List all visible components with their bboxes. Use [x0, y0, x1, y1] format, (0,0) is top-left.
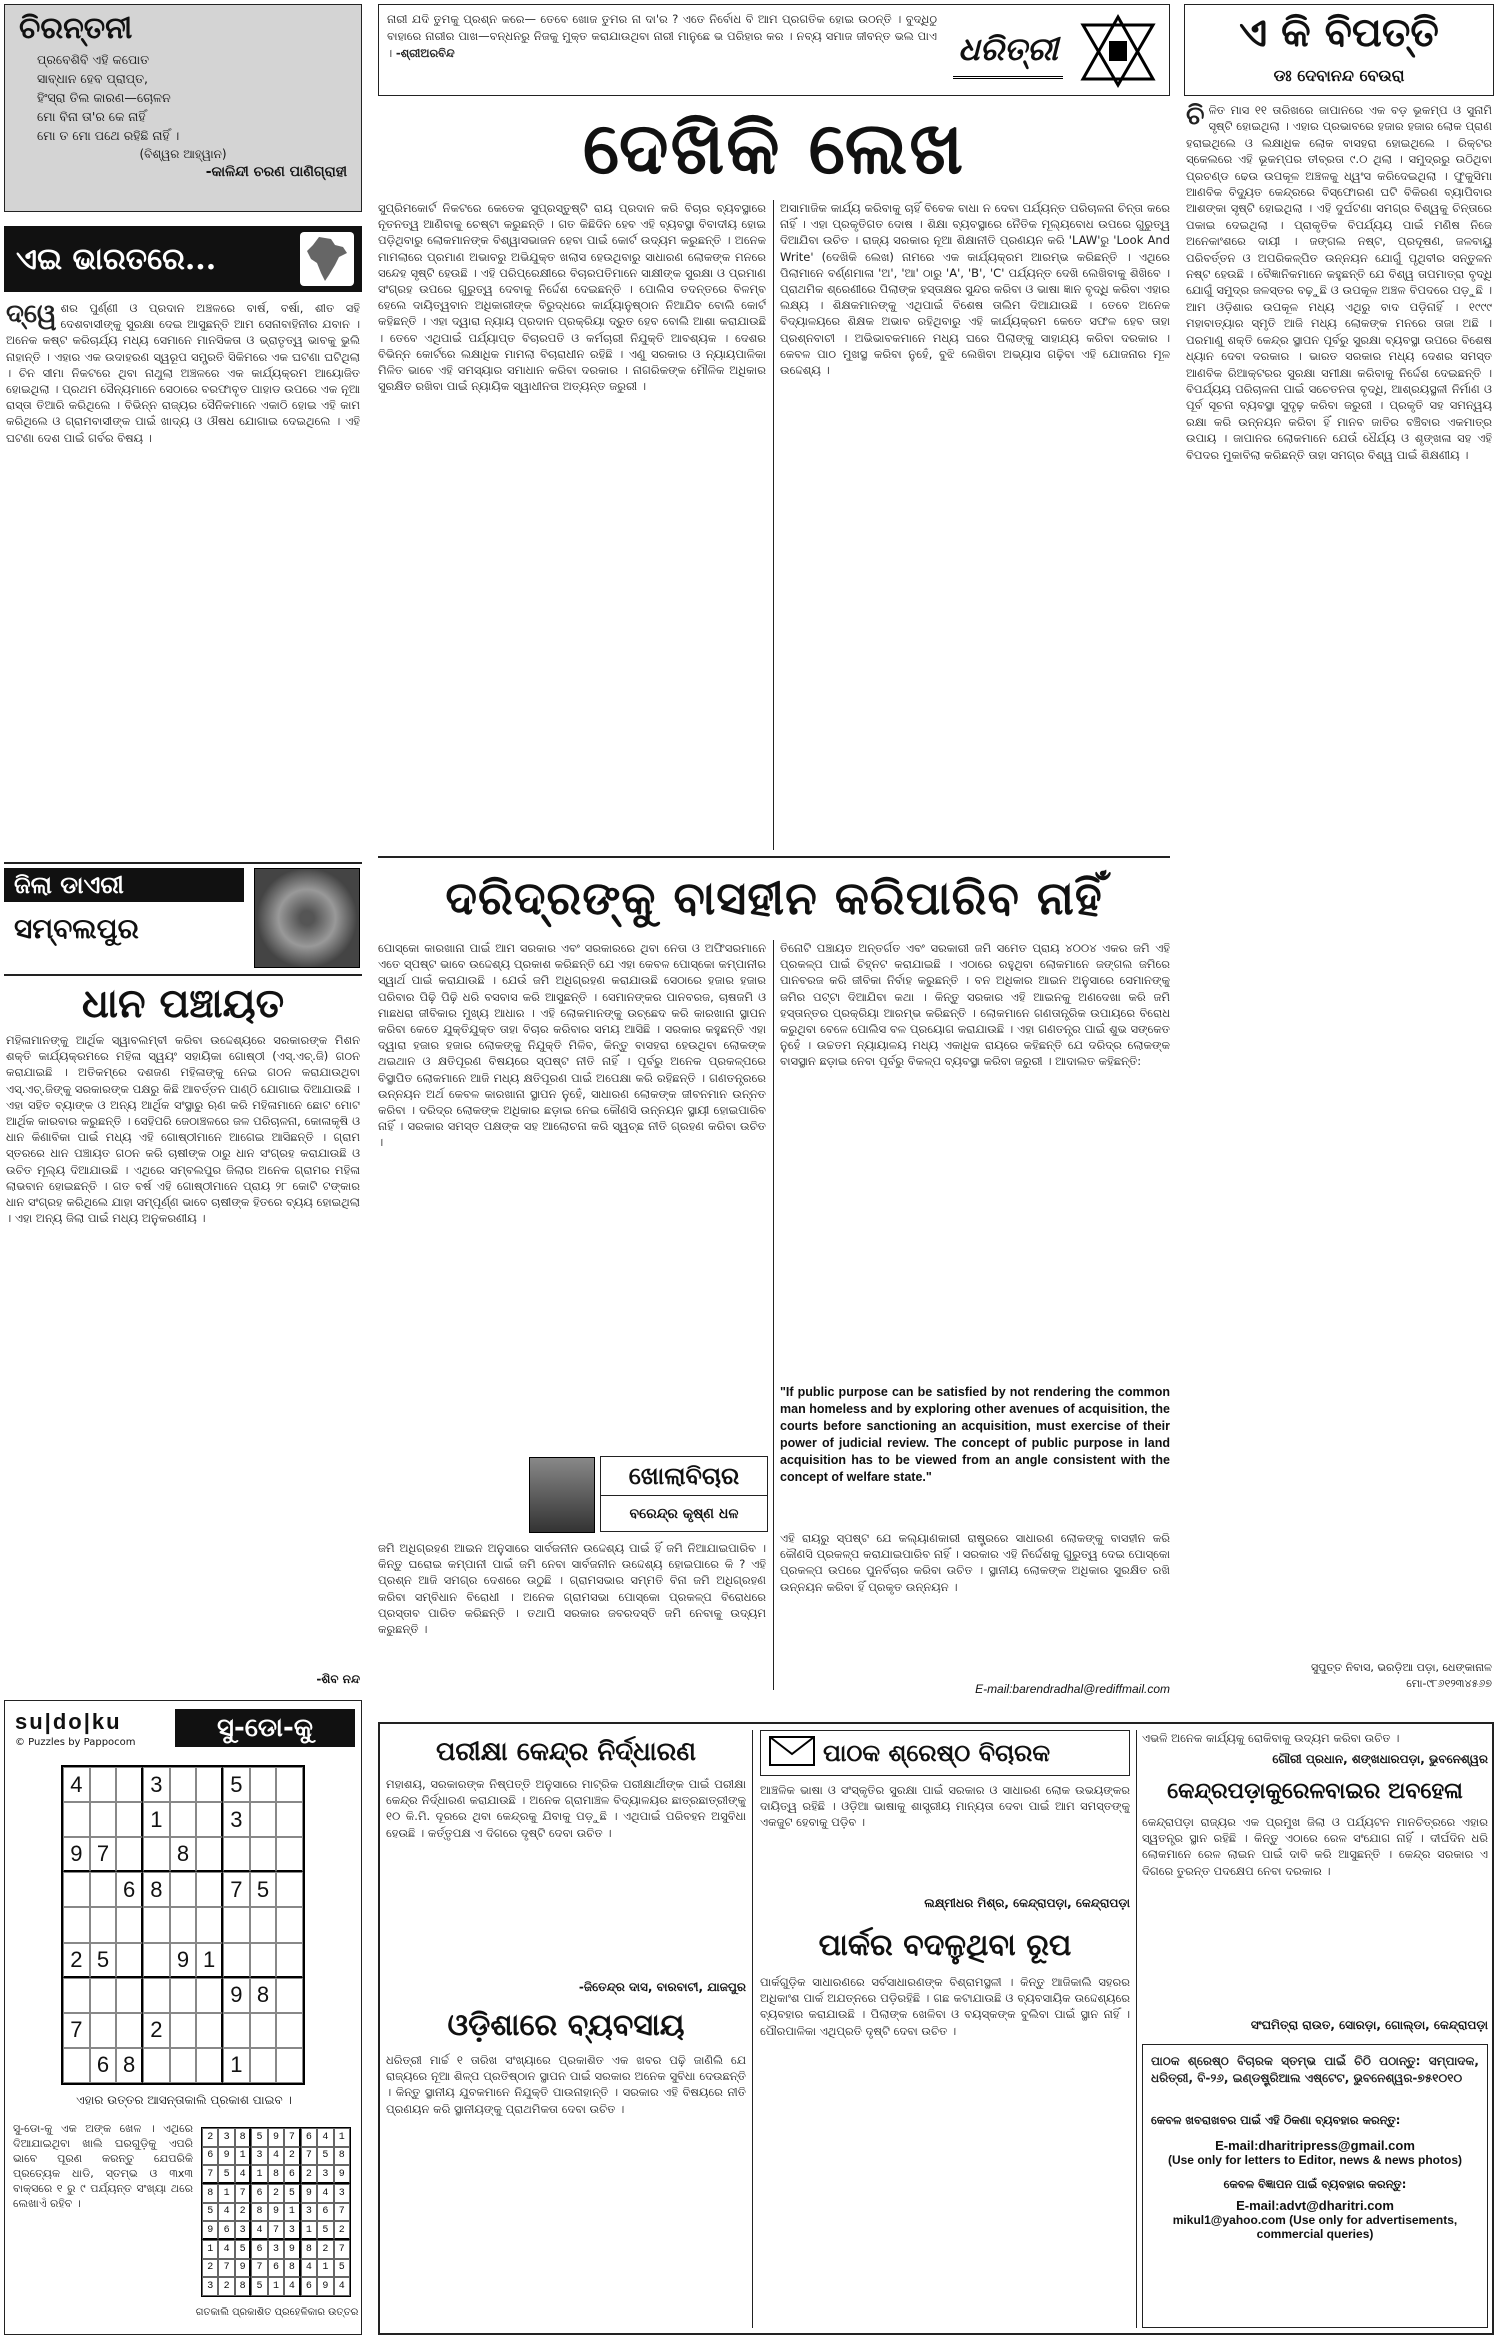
bharat-body: ଦ୍ୱେ ଶର ପୁର୍ଣ୍ଣୀ ଓ ପ୍ରଦାନ ଅଞ୍ଚଳରେ ବାର୍ଷ, ବର୍ଷା, ଶୀତ ସହି ଦେଶବାସୀଙ୍କୁ ସୁରକ୍ଷା ଦେଇ ଆସୁଛନ୍ତି ଆମ ସେନାବାହିନୀର ଯବାନ । ଅନେକ କଷ୍ଟ କରିଚାର୍ଯ୍ୟ ମଧ୍ୟ ସେମାନେ ମାନସିକତା ଓ ଭ୍ରାତୃତ୍ୱ ଭାବକୁ ଭୁଲି ନାହାନ୍ତି । ଏହାର ଏକ ଉଦାହରଣ ସ୍ୱରୂପ ସମ୍ପ୍ରତି ସିକିମରେ ଏକ ଘଟଣା ଘଟିଥିଲା । ଚିନ ସୀମା ନିକଟରେ ଥିବା ନାଥୁଲା ଅଞ୍ଚଳରେ ଏକ କାର୍ଯ୍ୟକ୍ରମ ଆୟୋଜିତ ହୋଇଥିଲା । ପ୍ରଥମ ସୈନ୍ୟମାନେ ସେଠାରେ ବରଫାବୃତ ପାହାଡ ଉପରେ ଏକ ନୂଆ ରାସ୍ତା ତିଆରି କରିଥିଲେ । ବିଭିନ୍ନ ରାଜ୍ୟର ସୈନିକମାନେ ଏକାଠି ହୋଇ ଏହି କାମ କରିଥିଲେ ଓ ଗ୍ରାମବାସୀଙ୍କ ପାଇଁ ଖାଦ୍ୟ ଓ ଔଷଧ ଯୋଗାଇ ଦେଇଥିଲେ । ଏହି ଘଟଣା ଦେଶ ପାଇଁ ଗର୍ବର ବିଷୟ । — [6, 300, 360, 445]
solution-cell: 5 — [202, 2203, 218, 2222]
solution-cell: 6 — [251, 2240, 267, 2259]
solution-cell: 3 — [301, 2203, 317, 2222]
right-dropcap: ଚି — [1186, 102, 1205, 131]
letter5-title: କେନ୍ଦ୍ରପଡ଼ାକୁରେଳବାଇର ଅବହେଳା — [1167, 1779, 1463, 1804]
sudoku-cell[interactable] — [196, 1872, 223, 1907]
sudoku-cell[interactable] — [143, 1837, 170, 1872]
khola-author: ବରେନ୍ଦ୍ର କୃଷ୍ଣ ଧଳ — [629, 1506, 739, 1522]
solution-cell: 1 — [268, 2277, 284, 2296]
sudoku-cell[interactable] — [90, 1978, 117, 2013]
sudoku-cell[interactable] — [276, 1978, 303, 2013]
solution-cell: 8 — [334, 2147, 350, 2166]
solution-cell: 7 — [251, 2259, 267, 2278]
sudoku-solution-grid — [201, 2127, 351, 2297]
sudoku-cell[interactable] — [63, 1907, 90, 1942]
solution-cell: 8 — [235, 2277, 251, 2296]
sudoku-cell[interactable] — [250, 1767, 277, 1802]
contact-email-3[interactable]: mikul1@yahoo.com (Use only for advertisements, commercial queries) — [1172, 2213, 1458, 2241]
sudoku-cell[interactable]: 2 — [63, 1943, 90, 1978]
right-title: ଏ କି ବିପତ୍ତି — [1239, 9, 1439, 56]
solution-cell: 4 — [284, 2277, 300, 2296]
solution-cell: 4 — [334, 2277, 350, 2296]
solution-cell: 5 — [284, 2184, 300, 2203]
sudoku-cell[interactable]: 4 — [63, 1767, 90, 1802]
sudoku-cell[interactable] — [276, 1837, 303, 1872]
sudoku-cell[interactable] — [276, 2013, 303, 2048]
solution-cell: 5 — [235, 2240, 251, 2259]
sudoku-cell[interactable] — [276, 2048, 303, 2083]
right-author: ଡଃ ଦେବାନନ୍ଦ ବେଉରା — [1273, 66, 1405, 85]
right-signature: ସୁପୁତ୍ତ ନିବାସ, ଭରଡ଼ିଆ ପଡ଼ା, ଧେଙ୍କାନାଳ ମୋ-୯୮୬୧୨୩୪୫୬୭ — [1311, 1661, 1492, 1690]
solution-cell: 5 — [251, 2277, 267, 2296]
sudoku-cell[interactable] — [170, 1978, 197, 2013]
solution-cell: 9 — [268, 2203, 284, 2222]
center-col3b: ଜମି ଅଧିଗ୍ରହଣ ଆଇନ ଅନୁସାରେ ସାର୍ବଜନୀନ ଉଦ୍ଦେଶ୍ୟ ପାଇଁ ହିଁ ଜମି ନିଆଯାଇପାରିବ । କିନ୍ତୁ ଘରୋଇ କମ୍ପାନୀ ପାଇଁ ଜମି ନେବା ସାର୍ବଜନୀନ ଉଦ୍ଦେଶ୍ୟ ହୋଇପାରେ କି ? ଏହି ପ୍ରଶ୍ନ ଆଜି ସମଗ୍ର ଦେଶରେ ଉଠୁଛି । ଗ୍ରାମସଭାର ସମ୍ମତି ବିନା ଜମି ଅଧିଗ୍ରହଣ କରିବା ସମ୍ବିଧାନ ବିରୋଧୀ । ଅନେକ ଗ୍ରାମସଭା ପୋସ୍କୋ ପ୍ରକଳ୍ପ ବିରୋଧରେ ପ୍ରସ୍ତାବ ପାରିତ କରିଛନ୍ତି । ତଥାପି ସରକାର ଜବରଦସ୍ତି ଜମି ନେବାକୁ ଉଦ୍ୟମ କରୁଛନ୍ତି । — [378, 1541, 766, 1637]
solution-cell: 6 — [251, 2184, 267, 2203]
solution-cell: 8 — [202, 2184, 218, 2203]
center-col4a: ତିନୋଟି ପଞ୍ଚାୟତ ଅନ୍ତର୍ଗତ ଏବଂ ସରକାରୀ ଜମି ସମେତ ପ୍ରାୟ ୪୦୦୪ ଏକର ଜମି ଏହି ପ୍ରକଳ୍ପ ପାଇଁ ଚିହ୍ନଟ କରାଯାଇଛି । ଏଠାରେ ରହୁଥିବା ଲୋକମାନେ ଜଙ୍ଗଲ ଜମିରେ ପାନବରଜ କରି ଜୀବିକା ନିର୍ବାହ କରୁଛନ୍ତି । ବନ ଅଧିକାର ଆଇନ ଅନୁସାରେ ସେମାନଙ୍କୁ ଜମିର ପଟ୍ଟା ଦିଆଯିବା କଥା । କିନ୍ତୁ ସରକାର ଏହି ଆଇନକୁ ଅଣଦେଖା କରି ଜମି ହସ୍ତାନ୍ତର ପ୍ରକ୍ରିୟା ଆରମ୍ଭ କରିଛନ୍ତି । ଲୋକମାନେ ଗଣତାନ୍ତ୍ରିକ ଉପାୟରେ ବିରୋଧ କରୁଥିବା ବେଳେ ପୋଲିସ ବଳ ପ୍ରୟୋଗ କରାଯାଉଛି । ଏହା ଗଣତନ୍ତ୍ର ପାଇଁ ଶୁଭ ସଙ୍କେତ ନୁହେଁ । ଉଚ୍ଚତମ ନ୍ୟାୟାଳୟ ମଧ୍ୟ ଏକାଧିକ ରାୟରେ କହିଛନ୍ତି ଯେ ଦରିଦ୍ର ଲୋକଙ୍କ ବାସସ୍ଥାନ ଛଡ଼ାଇ ନେବା ପୂର୍ବରୁ ବିକଳ୍ପ ବ୍ୟବସ୍ଥା କରିବା ଜରୁରୀ । ଆଦାଲତ କହିଛନ୍ତି: — [780, 941, 1170, 1069]
khola-bichar-box — [600, 1456, 768, 1532]
solution-cell: 1 — [334, 2128, 350, 2147]
sudoku-cell[interactable]: 2 — [143, 2013, 170, 2048]
solution-cell: 6 — [284, 2165, 300, 2184]
khola-label: ଖୋଲାବିଚାର — [601, 1457, 767, 1496]
sudoku-cell[interactable]: 7 — [90, 1837, 117, 1872]
solution-cell: 1 — [317, 2259, 333, 2278]
sudoku-cell[interactable] — [223, 2013, 250, 2048]
sudoku-cell[interactable]: 9 — [170, 1943, 197, 1978]
solution-cell: 3 — [202, 2277, 218, 2296]
sudoku-cell[interactable]: 5 — [223, 1767, 250, 1802]
sudoku-cell[interactable] — [276, 1802, 303, 1837]
sudoku-grid[interactable] — [61, 1765, 305, 2085]
solution-cell: 6 — [301, 2128, 317, 2147]
sudoku-cell[interactable]: 1 — [196, 1943, 223, 1978]
sudoku-cell[interactable] — [250, 1837, 277, 1872]
sudoku-answer-note: ଏହାର ଉତ୍ତର ଆସନ୍ତାକାଲି ପ୍ରକାଶ ପାଇବ । — [76, 2093, 292, 2107]
letter4-body: ପାର୍କଗୁଡ଼ିକ ସାଧାରଣରେ ସର୍ବସାଧାରଣଙ୍କ ବିଶ୍ରାମସ୍ଥଳୀ । କିନ୍ତୁ ଆଜିକାଲି ସହରର ଅଧିକାଂଶ ପାର୍କ ଅଯତ୍ନରେ ପଡ଼ିରହିଛି । ଗଛ କଟାଯାଉଛି ଓ ବ୍ୟବସାୟିକ ଉଦ୍ଦେଶ୍ୟରେ ବ୍ୟବହାର କରାଯାଉଛି । ପିଲାଙ୍କ ଖେଳିବା ଓ ବୟସ୍କଙ୍କ ବୁଲିବା ପାଇଁ ସ୍ଥାନ ନାହିଁ । ପୌରପାଳିକା ଏଥିପ୍ରତି ଦୃଷ୍ଟି ଦେବା ଉଚିତ । — [760, 1975, 1130, 2038]
headline-2: ଦରିଦ୍ରଙ୍କୁ ବାସହୀନ କରିପାରିବ ନାହିଁ — [445, 871, 1103, 925]
solution-cell: 3 — [268, 2240, 284, 2259]
solution-cell: 6 — [317, 2203, 333, 2222]
sudoku-cell[interactable] — [90, 2013, 117, 2048]
sudoku-cell[interactable] — [223, 1943, 250, 1978]
sudoku-cell[interactable] — [143, 1978, 170, 2013]
sudoku-cell[interactable]: 9 — [223, 1978, 250, 2013]
solution-cell: 3 — [235, 2221, 251, 2240]
solution-cell: 4 — [218, 2203, 234, 2222]
center-email[interactable]: E-mail:barendradhal@rediffmail.com — [975, 1682, 1170, 1696]
sudoku-cell[interactable]: 3 — [143, 1767, 170, 1802]
sudoku-cell[interactable] — [90, 1907, 117, 1942]
solution-cell: 6 — [301, 2277, 317, 2296]
solution-cell: 6 — [202, 2147, 218, 2166]
sudoku-cell[interactable] — [63, 1802, 90, 1837]
solution-cell: 1 — [284, 2203, 300, 2222]
sudoku-cell[interactable] — [116, 2013, 143, 2048]
sudoku-cell[interactable]: 7 — [63, 2013, 90, 2048]
sudoku-cell[interactable] — [276, 1872, 303, 1907]
sudoku-cell[interactable] — [170, 2048, 197, 2083]
contact-box — [1142, 2044, 1488, 2328]
sudoku-cell[interactable]: 6 — [116, 1872, 143, 1907]
solution-cell: 8 — [251, 2203, 267, 2222]
sudoku-cell[interactable] — [170, 1802, 197, 1837]
letter3-sign: ଲକ୍ଷ୍ମୀଧର ମିଶ୍ର, କେନ୍ଦ୍ରାପଡ଼ା, କେନ୍ଦ୍ରାପଡ଼ା — [924, 1896, 1130, 1910]
india-map-icon — [300, 232, 354, 286]
solution-cell: 2 — [202, 2259, 218, 2278]
bharat-dropcap: ଦ୍ୱେ — [6, 300, 57, 329]
chirantani-poem: ପ୍ରବେଶିବି ଏହି କପୋତ ସାବ୍ଧାନ ହେବ ପ୍ରାପ୍ତ, ହିଂସ୍ରା ତିଲ କାରଣ—ଚୋଳନ ମୋ ବିନା ତା'ର କେ ନାହିଁ ମୋ ତ ମୋ ପଥେ ରହିଛି ନାହିଁ । — [37, 52, 180, 143]
letter2-title: ଓଡ଼ିଶାରେ ବ୍ୟବସାୟ — [447, 2008, 685, 2043]
chirantani-title: ଚିରନ୍ତନୀ — [19, 11, 133, 46]
sudoku-logo: su|do|ku — [15, 1709, 122, 1734]
solution-cell: 7 — [235, 2184, 251, 2203]
jilla-photo — [254, 868, 360, 968]
letter2-body: ଧରିତ୍ରୀ ମାର୍ଚ୍ଚ ୧ ତାରିଖ ସଂଖ୍ୟାରେ ପ୍ରକାଶିତ ଏକ ଖବର ପଢ଼ି ଜାଣିଲି ଯେ ରାଜ୍ୟରେ ନୂଆ ଶିଳ୍ପ ପ୍ରତିଷ୍ଠାନ ସ୍ଥାପନ ପାଇଁ ସରକାର ଅନେକ ସୁବିଧା ଦେଉଛନ୍ତି । କିନ୍ତୁ ସ୍ଥାନୀୟ ଯୁବକମାନେ ନିଯୁକ୍ତି ପାଉନାହାନ୍ତି । ସରକାର ଏହି ବିଷୟରେ ନୀତି ପ୍ରଣୟନ କରି ସ୍ଥାନୀୟଙ୍କୁ ପ୍ରାଥମିକତା ଦେବା ଉଚିତ । — [386, 2053, 746, 2116]
solution-cell: 1 — [235, 2147, 251, 2166]
sudoku-cell[interactable]: 3 — [223, 1802, 250, 1837]
solution-cell: 9 — [202, 2221, 218, 2240]
sudoku-cell[interactable] — [196, 1767, 223, 1802]
masthead-quote-author: -ଶ୍ରୀଅରବିନ୍ଦ — [395, 46, 455, 60]
sudoku-cell[interactable] — [250, 2048, 277, 2083]
sudoku-cell[interactable]: 1 — [143, 1802, 170, 1837]
author-photo — [529, 1457, 595, 1533]
solution-cell: 5 — [251, 2128, 267, 2147]
jilla-header — [4, 862, 362, 972]
sudoku-cell[interactable] — [63, 2048, 90, 2083]
sudoku-cell[interactable] — [250, 2013, 277, 2048]
letter1-body: ମହାଶୟ, ସରକାରଙ୍କ ନିଷ୍ପତ୍ତି ଅନୁସାରେ ମାଟ୍ରିକ ପରୀକ୍ଷାର୍ଥୀଙ୍କ ପାଇଁ ପରୀକ୍ଷା କେନ୍ଦ୍ର ନିର୍ଦ୍ଧାରଣ କରାଯାଉଛି । ଅନେକ ଗ୍ରାମାଞ୍ଚଳ ବିଦ୍ୟାଳୟର ଛାତ୍ରଛାତ୍ରୀଙ୍କୁ ୧୦ କି.ମି. ଦୂରରେ ଥିବା କେନ୍ଦ୍ରକୁ ଯିବାକୁ ପଡ଼ୁଛି । ଏଥିପାଇଁ ପରିବହନ ଅସୁବିଧା ହେଉଛି । କର୍ତ୍ତୃପକ୍ଷ ଏ ଦିଗରେ ଦୃଷ୍ଟି ଦେବା ଉଚିତ । — [386, 1777, 746, 1840]
sudoku-cell[interactable]: 8 — [116, 2048, 143, 2083]
court-quote-en: "If public purpose can be satisfied by not rendering the common man homeless and by exploring other avenues of acquisition, the courts before sanctioning an acquisition, must exercise of their power of judicial review. The concept of public purpose in land acquisition has to be viewed from an angle consistent with the concept of welfare state." — [780, 1385, 1170, 1484]
solution-cell: 2 — [284, 2147, 300, 2166]
solution-cell: 7 — [284, 2128, 300, 2147]
sudoku-cell[interactable] — [223, 1907, 250, 1942]
solution-cell: 4 — [317, 2128, 333, 2147]
letter3-title: ପାଠକ ଶ୍ରେଷ୍ଠ ବିଚାରକ — [823, 1739, 1051, 1767]
sudoku-title: ସୁ-ଡୋ-କୁ — [175, 1709, 355, 1747]
right-header — [1184, 4, 1494, 96]
sudoku-cell[interactable] — [276, 1767, 303, 1802]
solution-cell: 2 — [218, 2277, 234, 2296]
solution-cell: 9 — [301, 2184, 317, 2203]
sudoku-cell[interactable] — [223, 1837, 250, 1872]
solution-cell: 4 — [317, 2184, 333, 2203]
jilla-author: -ଶିବ ନନ୍ଦ — [316, 1672, 360, 1686]
letter5-intro-sign: ଗୌରୀ ପ୍ରଧାନ, ଶଙ୍ଖଧାରପଡ଼ା, ଭୁବନେଶ୍ୱର — [1272, 1752, 1488, 1766]
sudoku-cell[interactable] — [116, 1802, 143, 1837]
solution-cell: 9 — [268, 2128, 284, 2147]
sudoku-cell[interactable]: 5 — [90, 1943, 117, 1978]
sudoku-cell[interactable]: 8 — [250, 1978, 277, 2013]
jilla-title: ଜିଲା ଡାଏରୀ — [4, 868, 244, 902]
solution-cell: 5 — [317, 2221, 333, 2240]
letter3-title-bar — [760, 1730, 1130, 1776]
sudoku-cell[interactable] — [250, 1802, 277, 1837]
envelope-icon — [769, 1736, 815, 1770]
sudoku-cell[interactable]: 5 — [250, 1872, 277, 1907]
sudoku-cell[interactable] — [170, 2013, 197, 2048]
sudoku-cell[interactable] — [170, 1907, 197, 1942]
sudoku-cell[interactable]: 7 — [223, 1872, 250, 1907]
solution-cell: 3 — [218, 2128, 234, 2147]
sudoku-cell[interactable] — [90, 1767, 117, 1802]
solution-cell: 2 — [334, 2221, 350, 2240]
solution-cell: 5 — [317, 2147, 333, 2166]
logo-emblem-icon — [1079, 13, 1157, 89]
letter1-sign: -ଜିତେନ୍ଦ୍ର ଦାସ, ବାରବାଟୀ, ଯାଜପୁର — [578, 1980, 746, 1994]
solution-cell: 7 — [202, 2165, 218, 2184]
sudoku-credit: © Puzzles by Pappocom — [15, 1737, 136, 1748]
sudoku-cell[interactable] — [63, 1872, 90, 1907]
solution-cell: 7 — [301, 2147, 317, 2166]
sudoku-cell[interactable] — [276, 1907, 303, 1942]
sudoku-cell[interactable] — [143, 2048, 170, 2083]
sudoku-cell[interactable] — [196, 1837, 223, 1872]
solution-cell: 4 — [235, 2165, 251, 2184]
sudoku-box — [4, 1700, 362, 2335]
jilla-place: ସମ୍ବଲପୁର — [14, 912, 139, 945]
dharitri-logo: ଧରିତ୍ରୀ — [953, 19, 1063, 79]
solution-cell: 7 — [334, 2240, 350, 2259]
letter4-title: ପାର୍କର ବଦଳୁଥିବା ରୂପ — [818, 1928, 1072, 1963]
letter3-body: ଆଞ୍ଚଳିକ ଭାଷା ଓ ସଂସ୍କୃତିର ସୁରକ୍ଷା ପାଇଁ ସରକାର ଓ ସାଧାରଣ ଲୋକ ଉଭୟଙ୍କର ଦାୟିତ୍ୱ ରହିଛି । ଓଡ଼ିଆ ଭାଷାକୁ ଶାସ୍ତ୍ରୀୟ ମାନ୍ୟତା ଦେବା ପାଇଁ ଆମ ସମସ୍ତଙ୍କୁ ଏକଜୁଟ ହେବାକୁ ପଡ଼ିବ । — [760, 1783, 1130, 1830]
solution-cell: 8 — [235, 2128, 251, 2147]
solution-cell: 8 — [284, 2259, 300, 2278]
solution-cell: 1 — [202, 2240, 218, 2259]
contact-address: ପାଠକ ଶ୍ରେଷ୍ଠ ବିଚାରକ ସ୍ତମ୍ଭ ପାଇଁ ଚିଠି ପଠାନ୍ତୁ: ସମ୍ପାଦକ, ଧରିତ୍ରୀ, ବି-୨୬, ଇଣ୍ଡଷ୍ଟ୍ରିଆଲ ଏଷ୍ଟେଟ, ଭୁବନେଶ୍ୱର-୭୫୧୦୧୦ — [1151, 2054, 1479, 2085]
sudoku-cell[interactable] — [143, 1907, 170, 1942]
right-body: ଚି ଳିତ ମାସ ୧୧ ତାରିଖରେ ଜାପାନରେ ଏକ ବଡ଼ ଭୂକମ୍ପ ଓ ସୁନାମି ସୃଷ୍ଟି ହୋଇଥିଲା । ଏହାର ପ୍ରଭାବରେ ହଜାର ହଜାର ଲୋକ ପ୍ରାଣ ହରାଇଥିଲେ ଓ ଲକ୍ଷାଧିକ ଲୋକ ବାସହରା ହୋଇଥିଲେ । ରିକ୍ଟର ସ୍କେଲରେ ଏହି ଭୂକମ୍ପର ତୀବ୍ରତା ୯.୦ ଥିଲା । ସମୁଦ୍ରରୁ ଉଠିଥିବା ପ୍ରଚଣ୍ଡ ଢେଉ ଉପକୂଳ ଅଞ୍ଚଳକୁ ଧ୍ୱଂସ କରିଦେଇଥିଲା । ଫୁକୁସିମା ଆଣବିକ ବିଦ୍ୟୁତ କେନ୍ଦ୍ରରେ ବିସ୍ଫୋରଣ ଘଟି ବିକିରଣ ବ୍ୟାପିବାର ଆଶଙ୍କା ସୃଷ୍ଟି ହୋଇଥିଲା । ଏହି ଦୁର୍ଘଟଣା ସମଗ୍ର ବିଶ୍ୱକୁ ଚିନ୍ତାରେ ପକାଇ ଦେଇଥିଲା । ପ୍ରାକୃତିକ ବିପର୍ଯ୍ୟୟ ପାଇଁ ମଣିଷ ନିଜେ ଅନେକାଂଶରେ ଦାୟୀ । ଜଙ୍ଗଲ ନଷ୍ଟ, ପ୍ରଦୂଷଣ, ଜଳବାୟୁ ପରିବର୍ତ୍ତନ ଓ ଅପରିକଳ୍ପିତ ଉନ୍ନୟନ ଯୋଗୁଁ ପୃଥିବୀର ସନ୍ତୁଳନ ନଷ୍ଟ ହେଉଛି । ବୈଜ୍ଞାନିକମାନେ କହୁଛନ୍ତି ଯେ ବିଶ୍ୱ ତାପମାତ୍ରା ବୃଦ୍ଧି ଯୋଗୁଁ ସମୁଦ୍ର ଜଳସ୍ତର ବଢ଼ୁଛି ଓ ଉପକୂଳ ଅଞ୍ଚଳ ବିପଦରେ ପଡ଼ୁଛି । ଆମ ଓଡ଼ିଶାର ଉପକୂଳ ମଧ୍ୟ ଏଥିରୁ ବାଦ ପଡ଼ିନାହିଁ । ୧୯୯୯ ମହାବାତ୍ୟାର ସ୍ମୃତି ଆଜି ମଧ୍ୟ ଲୋକଙ୍କ ମନରେ ତାଜା ଅଛି । ପରମାଣୁ ଶକ୍ତି କେନ୍ଦ୍ର ସ୍ଥାପନ ପୂର୍ବରୁ ସୁରକ୍ଷା ବ୍ୟବସ୍ଥା ଉପରେ ବିଶେଷ ଧ୍ୟାନ ଦେବା ଦରକାର । ଭାରତ ସରକାର ମଧ୍ୟ ଦେଶର ସମସ୍ତ ଆଣବିକ ରିଆକ୍ଟରର ସୁରକ୍ଷା ସମୀକ୍ଷା କରିବାକୁ ନିର୍ଦ୍ଦେଶ ଦେଇଛନ୍ତି । ବିପର୍ଯ୍ୟୟ ପରିଚାଳନା ପାଇଁ ସଚେତନତା ବୃଦ୍ଧି, ଆଶ୍ରୟସ୍ଥଳୀ ନିର୍ମାଣ ଓ ପୂର୍ବ ସୂଚନା ବ୍ୟବସ୍ଥା ସୁଦୃଢ଼ କରିବା ଜରୁରୀ । ପ୍ରକୃତି ସହ ସମନ୍ୱୟ ରକ୍ଷା କରି ଉନ୍ନୟନ କରିବା ହିଁ ମାନବ ଜାତିର ବଞ୍ଚିବାର ଏକମାତ୍ର ଉପାୟ । ଜାପାନର ଲୋକମାନେ ଯେଉଁ ଧୈର୍ଯ୍ୟ ଓ ଶୃଙ୍ଖଳା ସହ ଏହି ବିପଦର ମୁକାବିଲା କରିଛନ୍ତି ତାହା ସମଗ୍ର ବିଶ୍ୱ ପାଇଁ ଶିକ୍ଷଣୀୟ । — [1186, 102, 1492, 462]
sudoku-cell[interactable] — [116, 1907, 143, 1942]
solution-cell: 1 — [218, 2184, 234, 2203]
sudoku-cell[interactable]: 6 — [90, 2048, 117, 2083]
contact-email-1-note: (Use only for letters to Editor, news & news photos) — [1167, 2153, 1463, 2167]
solution-cell: 2 — [235, 2203, 251, 2222]
solution-cell: 3 — [284, 2221, 300, 2240]
letter5-intro: ଏଭଳି ଅନେକ କାର୍ଯ୍ୟକୁ ରୋକିବାକୁ ଉଦ୍ୟମ କରିବା ଉଚିତ । — [1142, 1731, 1400, 1745]
chirantani-source: (ବିଶ୍ୱର ଆହ୍ୱାନ) — [139, 147, 227, 161]
solution-cell: 4 — [301, 2259, 317, 2278]
center-col3a: ପୋସ୍କୋ କାରଖାନା ପାଇଁ ଆମ ସରକାର ଏବଂ ସରକାରରେ ଥିବା ନେତା ଓ ଅଫିସରମାନେ ଏତେ ସ୍ପଷ୍ଟ ଭାବେ ଉଦ୍ଦେଶ୍ୟ ପ୍ରକାଶ କରିଛନ୍ତି ଯେ ଏହା କେବଳ ପୋସ୍କୋ କମ୍ପାନୀର ସ୍ୱାର୍ଥ ପାଇଁ କରାଯାଉଛି । ଯେଉଁ ଜମି ଅଧିଗ୍ରହଣ କରାଯାଉଛି ସେଠାରେ ହଜାର ହଜାର ପରିବାର ପିଢ଼ି ପିଢ଼ି ଧରି ବସବାସ କରି ଆସୁଛନ୍ତି । ସେମାନଙ୍କର ପାନବରଜ, ଚାଷଜମି ଓ ମାଛଧରା ଜୀବିକାର ମୁଖ୍ୟ ଆଧାର । ଏହି ଲୋକମାନଙ୍କୁ ଉଚ୍ଛେଦ କରି କାରଖାନା ସ୍ଥାପନ କରିବା କେତେ ଯୁକ୍ତିଯୁକ୍ତ ତାହା ବିଚାର କରିବାର ସମୟ ଆସିଛି । ସରକାର କହୁଛନ୍ତି ଏହା ଦ୍ୱାରା ହଜାର ହଜାର ଲୋକଙ୍କୁ ନିଯୁକ୍ତି ମିଳିବ, କିନ୍ତୁ ବାସହରା ହେଉଥିବା ଲୋକଙ୍କ ଥଇଥାନ ଓ କ୍ଷତିପୂରଣ ବିଷୟରେ ସ୍ପଷ୍ଟ ନୀତି ନାହିଁ । ପୂର୍ବରୁ ଅନେକ ପ୍ରକଳ୍ପରେ ବିସ୍ଥାପିତ ଲୋକମାନେ ଆଜି ମଧ୍ୟ କ୍ଷତିପୂରଣ ପାଇଁ ଅପେକ୍ଷା କରି ରହିଛନ୍ତି । ଗଣତନ୍ତ୍ରରେ ଉନ୍ନୟନ ଅର୍ଥ କେବଳ କାରଖାନା ସ୍ଥାପନ ନୁହେଁ, ସାଧାରଣ ଲୋକଙ୍କ ଜୀବନମାନ ଉନ୍ନତ କରିବା । ଦରିଦ୍ର ଲୋକଙ୍କ ଅଧିକାର ଛଡ଼ାଇ ନେଇ କୌଣସି ଉନ୍ନୟନ ସ୍ଥାୟୀ ହୋଇପାରିବ ନାହିଁ । ସରକାର ସମସ୍ତ ପକ୍ଷଙ୍କ ସହ ଆଲୋଚନା କରି ସ୍ୱଚ୍ଛ ନୀତି ଗ୍ରହଣ କରିବା ଉଚିତ । — [378, 941, 766, 1150]
jilla-headline: ଧାନ ପଞ୍ଚାୟତ — [4, 974, 362, 1027]
solution-cell: 8 — [301, 2240, 317, 2259]
solution-cell: 3 — [334, 2184, 350, 2203]
solution-cell: 9 — [218, 2147, 234, 2166]
solution-cell: 2 — [301, 2165, 317, 2184]
solution-cell: 6 — [218, 2221, 234, 2240]
solution-cell: 5 — [334, 2259, 350, 2278]
chirantani-poet: -କାଳିନ୍ଦୀ ଚରଣ ପାଣିଗ୍ରାହୀ — [205, 164, 347, 180]
sudoku-cell[interactable]: 9 — [63, 1837, 90, 1872]
solution-cell: 9 — [235, 2259, 251, 2278]
sudoku-cell[interactable] — [196, 1802, 223, 1837]
solution-cell: 4 — [218, 2240, 234, 2259]
contact-email-1[interactable]: E-mail:dharitripress@gmail.com — [1215, 2138, 1415, 2153]
solution-cell: 8 — [268, 2165, 284, 2184]
solution-cell: 7 — [334, 2203, 350, 2222]
sudoku-cell[interactable] — [116, 1767, 143, 1802]
sudoku-cell[interactable]: 8 — [170, 1837, 197, 1872]
center-col2: ଅସାମାଜିକ କାର୍ଯ୍ୟ କରିବାକୁ ଚାହିଁ ବିବେକ ବାଧା ନ ଦେବା ପର୍ଯ୍ୟନ୍ତ ପରିଚାଳନା ଚିନ୍ତା କରେ ନାହିଁ । ଏହା ପ୍ରକୃତିଗତ ଦୋଷ । ଶିକ୍ଷା ବ୍ୟବସ୍ଥାରେ ନୈତିକ ମୂଲ୍ୟବୋଧ ଉପରେ ଗୁରୁତ୍ୱ ଦିଆଯିବା ଉଚିତ । ରାଜ୍ୟ ସରକାର ନୂଆ ଶିକ୍ଷାନୀତି ପ୍ରଣୟନ କରି 'LAW'ରୁ 'Look And Write' (ଦେଖିକି ଲେଖ) ନାମରେ ଏକ କାର୍ଯ୍ୟକ୍ରମ ଆରମ୍ଭ କରିଛନ୍ତି । ଏଥିରେ ପିଲାମାନେ ବର୍ଣ୍ଣମାଳା 'ଅ', 'ଆ' ଠାରୁ 'A', 'B', 'C' ପର୍ଯ୍ୟନ୍ତ ଦେଖି ଲେଖିବାକୁ ଶିଖିବେ । ପ୍ରାଥମିକ ଶ୍ରେଣୀରେ ପିଲାଙ୍କ ହସ୍ତାକ୍ଷର ସୁନ୍ଦର କରିବା ଓ ଭାଷା ଜ୍ଞାନ ବୃଦ୍ଧି କରିବା ଏହାର ଲକ୍ଷ୍ୟ । ଶିକ୍ଷକମାନଙ୍କୁ ଏଥିପାଇଁ ବିଶେଷ ତାଲିମ ଦିଆଯାଉଛି । ତେବେ ଅନେକ ବିଦ୍ୟାଳୟରେ ଶିକ୍ଷକ ଅଭାବ ରହିଥିବାରୁ ଏହି କାର୍ଯ୍ୟକ୍ରମ କେତେ ସଫଳ ହେବ ତାହା ପ୍ରଶ୍ନବାଚୀ । ଅଭିଭାବକମାନେ ମଧ୍ୟ ଘରେ ପିଲାଙ୍କୁ ସାହାଯ୍ୟ କରିବା ଦରକାର । କେବଳ ପାଠ ମୁଖସ୍ଥ କରିବା ନୁହେଁ, ବୁଝି ଲେଖିବା ଅଭ୍ୟାସ ଗଢ଼ିବା ଏହି ଯୋଜନାର ମୂଳ ଉଦ୍ଦେଶ୍ୟ । — [780, 201, 1170, 378]
contact-ad-note: କେବଳ ବିଜ୍ଞାପନ ପାଇଁ ବ୍ୟବହାର କରନ୍ତୁ: — [1223, 2177, 1407, 2191]
solution-cell: 2 — [268, 2184, 284, 2203]
solution-cell: 4 — [251, 2221, 267, 2240]
center-col1: ସୁପ୍ରିମକୋର୍ଟ ନିକଟରେ କେତେକ ସୁପ୍ରସ୍ତୁଷ୍ଟି ରାୟ ପ୍ରଦାନ କରି ବିଚାର ବ୍ୟବସ୍ଥାରେ ନୂତନତ୍ୱ ଆଣିବାକୁ ଚେଷ୍ଟା କରୁଛନ୍ତି । ଗତ କିଛିଦିନ ହେବ ଏହି ବ୍ୟବସ୍ଥା ବିବାଦୀୟ ହୋଇ ପଡ଼ିଥିବାରୁ ଲୋକମାନଙ୍କ ବିଶ୍ୱାସଭାଜନ ହେବା ପାଇଁ କୋର୍ଟ ଉଦ୍ୟମ କରୁଛନ୍ତି । ଅନେକ ମାମଲାରେ ପ୍ରମାଣ ଅଭାବରୁ ଅଭିଯୁକ୍ତ ଖଲାସ ହେଉଥିବାରୁ ସାଧାରଣ ଲୋକଙ୍କ ମନରେ ସନ୍ଦେହ ସୃଷ୍ଟି ହେଉଛି । ଏହି ପରିପ୍ରେକ୍ଷୀରେ ବିଚାରପତିମାନେ ସାକ୍ଷୀଙ୍କ ସୁରକ୍ଷା ଓ ପ୍ରମାଣ ସଂଗ୍ରହ ଉପରେ ଗୁରୁତ୍ୱ ଦେବାକୁ ନିର୍ଦ୍ଦେଶ ଦେଇଛନ୍ତି । ପୋଲିସ ତଦନ୍ତରେ ବିଳମ୍ବ ହେଲେ ଦାୟିତ୍ୱବାନ ଅଧିକାରୀଙ୍କ ବିରୁଦ୍ଧରେ କାର୍ଯ୍ୟାନୁଷ୍ଠାନ ନିଆଯିବ ବୋଲି କୋର୍ଟ କହିଛନ୍ତି । ଏହା ଦ୍ୱାରା ନ୍ୟାୟ ପ୍ରଦାନ ପ୍ରକ୍ରିୟା ଦ୍ରୁତ ହେବ ବୋଲି ଆଶା କରାଯାଉଛି । ତେବେ ଏଥିପାଇଁ ପର୍ଯ୍ୟାପ୍ତ ବିଚାରପତି ଓ କର୍ମଚାରୀ ନିଯୁକ୍ତି ଆବଶ୍ୟକ । ଦେଶର ବିଭିନ୍ନ କୋର୍ଟରେ ଲକ୍ଷାଧିକ ମାମଲା ବିଚାରାଧୀନ ରହିଛି । ଏଣୁ ସରକାର ଓ ନ୍ୟାୟପାଳିକା ମିଳିତ ଭାବେ ଏହି ସମସ୍ୟାର ସମାଧାନ କରିବା ଦରକାର । ନାଗରିକଙ୍କ ମୌଳିକ ଅଧିକାର ସୁରକ୍ଷିତ ରଖିବା ପାଇଁ ନ୍ୟାୟିକ ସ୍ୱାଧୀନତା ଅତ୍ୟନ୍ତ ଜରୁରୀ । — [378, 201, 766, 394]
solution-cell: 2 — [317, 2240, 333, 2259]
sudoku-cell[interactable] — [90, 1872, 117, 1907]
sudoku-cell[interactable] — [250, 1943, 277, 1978]
sudoku-cell[interactable] — [196, 2048, 223, 2083]
sudoku-cell[interactable] — [63, 1978, 90, 2013]
solution-cell: 3 — [317, 2165, 333, 2184]
sudoku-cell[interactable] — [143, 1943, 170, 1978]
solution-cell: 7 — [218, 2259, 234, 2278]
contact-email-2[interactable]: E-mail:advt@dharitri.com — [1236, 2198, 1394, 2213]
center-col4b: ଏହି ରାୟରୁ ସ୍ପଷ୍ଟ ଯେ କଲ୍ୟାଣକାରୀ ରାଷ୍ଟ୍ରରେ ସାଧାରଣ ଲୋକଙ୍କୁ ବାସହୀନ କରି କୌଣସି ପ୍ରକଳ୍ପ କରାଯାଇପାରିବ ନାହିଁ । ସରକାର ଏହି ନିର୍ଦ୍ଦେଶକୁ ଗୁରୁତ୍ୱ ଦେଇ ପୋସ୍କୋ ପ୍ରକଳ୍ପ ଉପରେ ପୁନର୍ବିଚାର କରିବା ଉଚିତ । ସ୍ଥାନୀୟ ଲୋକଙ୍କ ଅଧିକାର ସୁରକ୍ଷିତ ରଖି ଉନ୍ନୟନ କରିବା ହିଁ ପ୍ରକୃତ ଉନ୍ନୟନ । — [780, 1531, 1170, 1594]
masthead — [378, 4, 1170, 96]
letter5-sign: ସଂଘମିତ୍ରା ରାଉତ, ସୋରଡ଼ା, ଗୋଲ୍ଡା, କେନ୍ଦ୍ରାପଡ଼ା — [1250, 2018, 1488, 2032]
sudoku-cell[interactable] — [90, 1802, 117, 1837]
bharat-banner — [4, 226, 362, 292]
sudoku-cell[interactable] — [250, 1907, 277, 1942]
letter5-body: କେନ୍ଦ୍ରାପଡ଼ା ରାଜ୍ୟର ଏକ ପ୍ରମୁଖ ଜିଲା ଓ ପର୍ଯ୍ୟଟନ ମାନଚିତ୍ରରେ ଏହାର ସ୍ୱତନ୍ତ୍ର ସ୍ଥାନ ରହିଛି । କିନ୍ତୁ ଏଠାରେ ରେଳ ସଂଯୋଗ ନାହିଁ । ଦୀର୍ଘଦିନ ଧରି ଲୋକମାନେ ରେଳ ଲାଇନ ପାଇଁ ଦାବି କରି ଆସୁଛନ୍ତି । କେନ୍ଦ୍ର ସରକାର ଏ ଦିଗରେ ତୁରନ୍ତ ପଦକ୍ଷେପ ନେବା ଦରକାର । — [1142, 1815, 1488, 1878]
sudoku-cell[interactable] — [196, 2013, 223, 2048]
sudoku-cell[interactable] — [196, 1907, 223, 1942]
solution-cell: 1 — [251, 2165, 267, 2184]
solution-cell: 9 — [317, 2277, 333, 2296]
sudoku-cell[interactable] — [276, 1943, 303, 1978]
solution-cell: 5 — [218, 2165, 234, 2184]
sudoku-cell[interactable]: 1 — [223, 2048, 250, 2083]
main-title: ଦେଖିକି ଲେଖ — [582, 105, 966, 190]
sudoku-cell[interactable]: 8 — [143, 1872, 170, 1907]
sudoku-cell[interactable] — [170, 1872, 197, 1907]
solution-cell: 2 — [202, 2128, 218, 2147]
contact-email-note: କେବଳ ଖବରାଖବର ପାଇଁ ଏହି ଠିକଣା ବ୍ୟବହାର କରନ୍ତୁ: — [1151, 2113, 1401, 2127]
solution-cell: 9 — [334, 2165, 350, 2184]
solution-cell: 7 — [268, 2221, 284, 2240]
solution-cell: 6 — [268, 2259, 284, 2278]
chirantani-box — [4, 4, 362, 212]
solution-cell: 4 — [268, 2147, 284, 2166]
sudoku-cell[interactable] — [116, 1943, 143, 1978]
sudoku-prev-caption: ଗତକାଲି ପ୍ରକାଶିତ ପ୍ରହେଳିକାର ଉତ୍ତର — [195, 2307, 359, 2318]
solution-cell: 9 — [284, 2240, 300, 2259]
solution-cell: 3 — [251, 2147, 267, 2166]
masthead-quote: ନାରୀ ଯଦି ତୁମକୁ ପ୍ରଶ୍ନ କରେ— ତେବେ ଖୋଜ ତୁମର ନା ଦା'ର ? ଏତେ ନିର୍ବୋଧ ବି ଆମ ପ୍ରଗତିକ ହୋଇ ଉଠନ୍ତି । ବୁଦ୍ଧିଠୁ ବାହାରେ ନାରୀର ପାଖ—ବନ୍ଧନରୁ ନିଜକୁ ମୁକ୍ତ କରାଯାଉଥିବା ନାରୀ ମାନୁଛେ ଭ ପରିହାର କର । ନବ୍ୟ ସମାଜ ଜୀବନ୍ତ ଭଲ ପାଏ । -ଶ୍ରୀଅରବିନ୍ଦ — [387, 12, 937, 60]
sudoku-cell[interactable] — [170, 1767, 197, 1802]
sudoku-cell[interactable] — [116, 1837, 143, 1872]
letter1-title: ପରୀକ୍ଷା କେନ୍ଦ୍ର ନିର୍ଦ୍ଧାରଣ — [435, 1737, 697, 1767]
jilla-body: ମହିଳାମାନଙ୍କୁ ଆର୍ଥିକ ସ୍ୱାବଲମ୍ବୀ କରିବା ଉଦ୍ଦେଶ୍ୟରେ ସରକାରଙ୍କ ମିଶନ ଶକ୍ତି କାର୍ଯ୍ୟକ୍ରମରେ ମହିଳା ସ୍ୱୟଂ ସହାୟିକା ଗୋଷ୍ଠୀ (ଏସ୍.ଏଚ୍.ଜି) ଗଠନ କରାଯାଇଛି । ଅତିକମ୍‌ରେ ଦଶଜଣ ମହିଳାଙ୍କୁ ନେଇ ଗଠନ କରାଯାଉଥିବା ଏସ୍.ଏଚ୍.ଜିଙ୍କୁ ସରକାରଙ୍କ ପକ୍ଷରୁ କିଛି ଆବର୍ତ୍ତନ ପାଣ୍ଠି ଯୋଗାଇ ଦିଆଯାଉଛି । ଏହା ସହିତ ବ୍ୟାଙ୍କ ଓ ଅନ୍ୟ ଆର୍ଥିକ ସଂସ୍ଥାରୁ ଋଣ କରି ମହିଳାମାନେ ଛୋଟ ମୋଟ ଆର୍ଥିକ କାରବାର କରୁଛନ୍ତି । ସେହିପରି ଜେଠାଞ୍ଚଳରେ ଜଳ ପରିଚାଳନା, କୋଳାକୃଷି ଓ ଧାନ କିଣାବିକା ପାଇଁ ମଧ୍ୟ ଏହି ଗୋଷ୍ଠୀମାନେ ଆଗେଇ ଆସିଛନ୍ତି । ଗ୍ରାମ ସ୍ତରରେ ଧାନ ପଞ୍ଚାୟତ ଗଠନ କରି ଚାଷୀଙ୍କ ଠାରୁ ଧାନ ସଂଗ୍ରହ କରାଯାଉଛି ଓ ଉଚିତ ମୂଲ୍ୟ ଦିଆଯାଉଛି । ଏଥିରେ ସମ୍ବଲପୁର ଜିଲାର ଅନେକ ଗ୍ରାମର ମହିଳା ଲାଭବାନ ହୋଇଛନ୍ତି । ଗତ ବର୍ଷ ଏହି ଗୋଷ୍ଠୀମାନେ ପ୍ରାୟ ୨୮ କୋଟି ଟଙ୍କାର ଧାନ ସଂଗ୍ରହ କରିଥିଲେ ଯାହା ସମ୍ପୂର୍ଣ୍ଣ ଭାବେ ଚାଷୀଙ୍କ ହିତରେ ବ୍ୟୟ ହୋଇଥିଲା । ଏହା ଅନ୍ୟ ଜିଲା ପାଇଁ ମଧ୍ୟ ଅନୁକରଣୀୟ । — [6, 1033, 360, 1226]
bharat-title: ଏଇ ଭାରତରେ... — [16, 241, 217, 277]
solution-cell: 1 — [301, 2221, 317, 2240]
sudoku-howto: ସୁ-ଡୋ-କୁ ଏକ ଅଙ୍କ ଖେଳ । ଏଥିରେ ଦିଆଯାଇଥିବା ଖାଲି ଘରଗୁଡ଼ିକୁ ଏପରି ଭାବେ ପୂରଣ କରନ୍ତୁ ଯେପରିକି ପ୍ରତ୍ୟେକ ଧାଡି, ସ୍ତମ୍ଭ ଓ ୩x୩ ବାକ୍ସରେ ୧ ରୁ ୯ ପର୍ଯ୍ୟନ୍ତ ସଂଖ୍ୟା ଥରେ ଲେଖାଏଁ ରହିବ । — [13, 2122, 193, 2210]
sudoku-cell[interactable] — [196, 1978, 223, 2013]
sudoku-cell[interactable] — [116, 1978, 143, 2013]
